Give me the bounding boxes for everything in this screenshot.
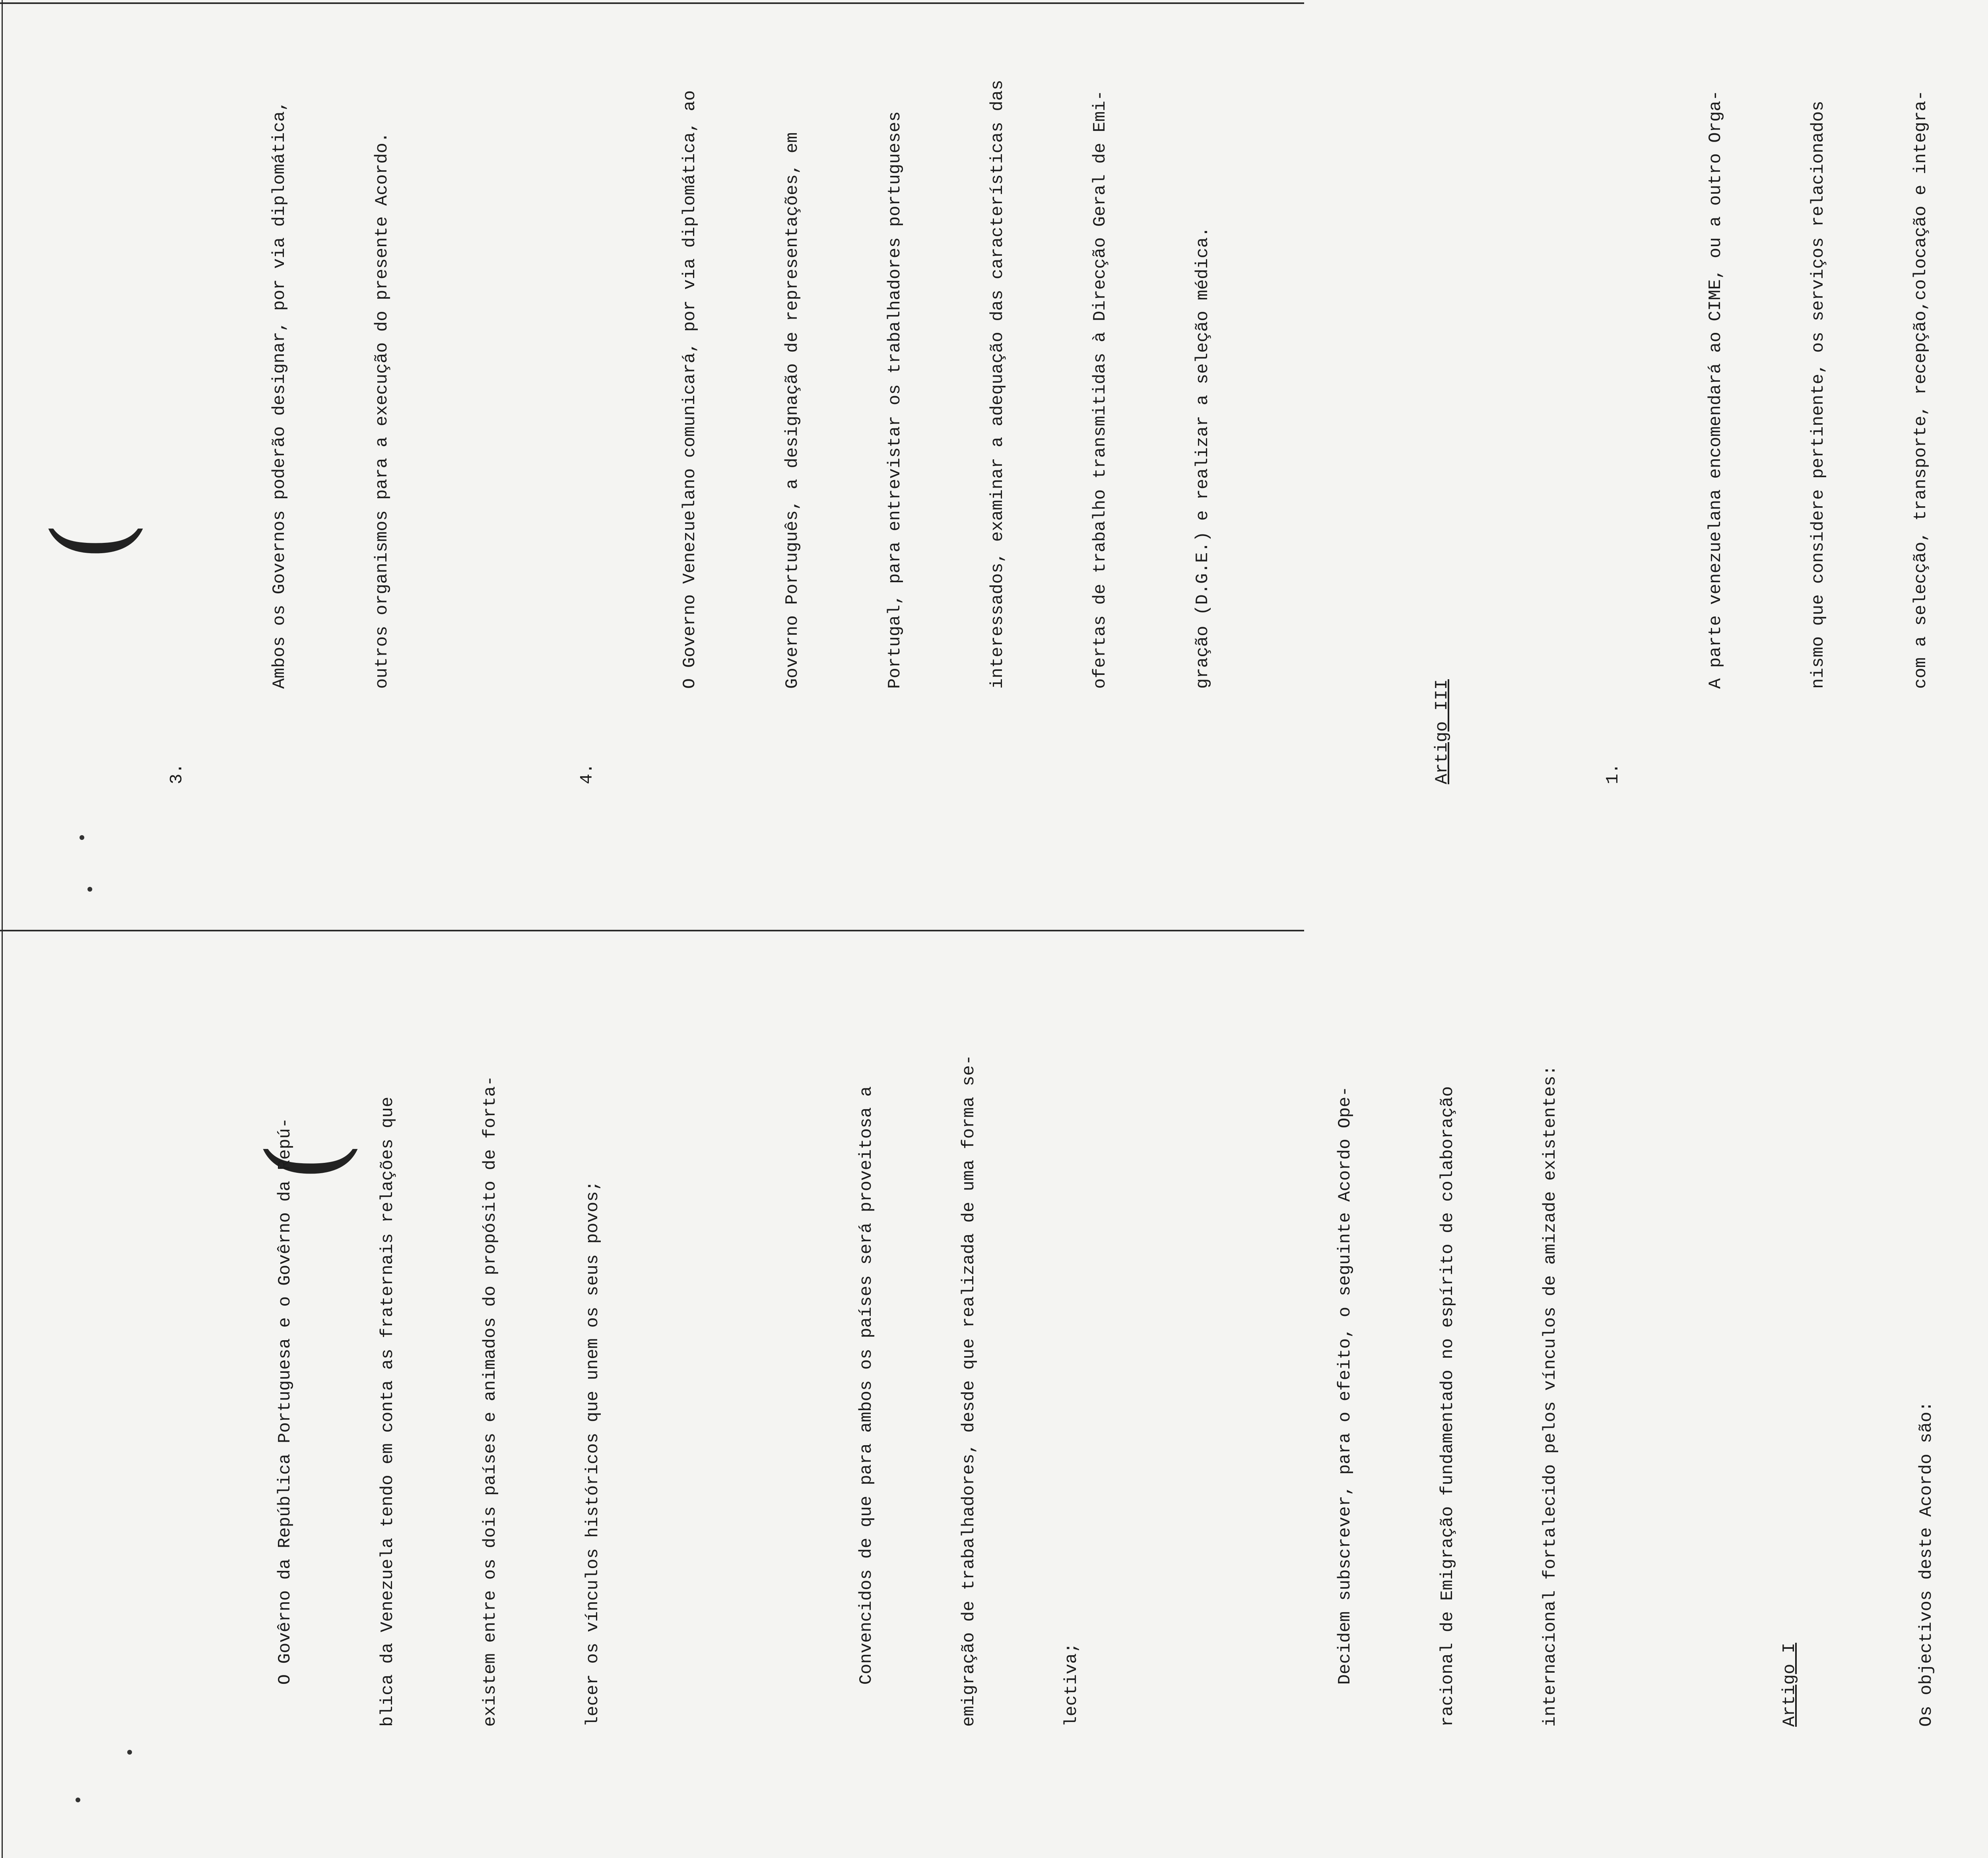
bracket-mark: ( [246, 1141, 366, 1182]
item-number: 4. [577, 763, 597, 784]
text-line: Convencidos de que para ambos os países será proveitosa a [856, 1086, 876, 1727]
text-line: com a selecção, transporte, recepção,colocação e integra- [1911, 90, 1931, 689]
text-line: outros organismos para a execução do presente Acordo. [372, 132, 392, 689]
preamble-paragraph [1260, 1065, 1636, 1727]
text-line: interessados, examinar a adequação das características das [988, 80, 1008, 689]
lower-page [0, 943, 1936, 1858]
upper-page [0, 0, 1931, 912]
text-line: gração (D.G.E.) e realizar a seleção médica. [1193, 227, 1213, 689]
upper-page-body [91, 76, 1988, 784]
artigo-iii-heading: Artigo III [1432, 679, 1452, 784]
text-line: nismo que considere pertinente, os serviços relacionados [1808, 101, 1828, 689]
text-line: existem entre os dois países e animados do propósito de forta- [480, 1075, 500, 1727]
artigo-i-intro: Os objectivos deste Acordo são: [1916, 1401, 1936, 1727]
text-line: Governo Português, a designação de representações, em [782, 132, 802, 689]
text-line: racional de Emigração fundamentado no espírito de colaboração [1438, 1086, 1458, 1727]
item-number: 1. [1603, 763, 1623, 784]
text-line: emigração de trabalhadores, desde que realizada de uma forma se- [959, 1055, 979, 1727]
text-line: O Govêrno da República Portuguesa e o Govêrno da Repú- [275, 1118, 295, 1727]
text-line: Ambos os Governos poderão designar, por via diplomática, [270, 101, 289, 689]
text-line: Portugal, para entrevistar os trabalhadores portugueses [885, 111, 905, 689]
list-item [160, 76, 468, 784]
text-line: blica da Venezuela tendo em conta as fraternais relações que [378, 1096, 398, 1727]
list-item [570, 76, 1288, 784]
text-line: lecer os vínculos históricos que unem os seus povos; [583, 1180, 603, 1727]
list-item [1596, 76, 1988, 784]
lower-page-body [131, 1055, 1988, 1727]
artigo-i-heading: Artigo I [1780, 1642, 1800, 1727]
preamble-paragraph [781, 1055, 1157, 1727]
center-fold-line [0, 930, 1304, 931]
text-line: A parte venezuelana encomendará ao CIME, ou a outro Orga- [1706, 90, 1726, 689]
text-line: lectiva; [1062, 1642, 1081, 1727]
bracket-mark: ( [31, 521, 151, 562]
item-number: 3. [167, 763, 187, 784]
text-line: ofertas de trabalho transmitidas à Direcção Geral de Emi- [1090, 90, 1110, 689]
preamble-paragraph [200, 1075, 678, 1727]
text-line: internacional fortalecido pelos vínculos de amizade existentes: [1540, 1065, 1560, 1727]
text-line: Decidem subscrever, para o efeito, o seguinte Acordo Ope- [1335, 1086, 1355, 1727]
text-line: O Governo Venezuelano comunicará, por via diplomática, ao [680, 90, 700, 689]
